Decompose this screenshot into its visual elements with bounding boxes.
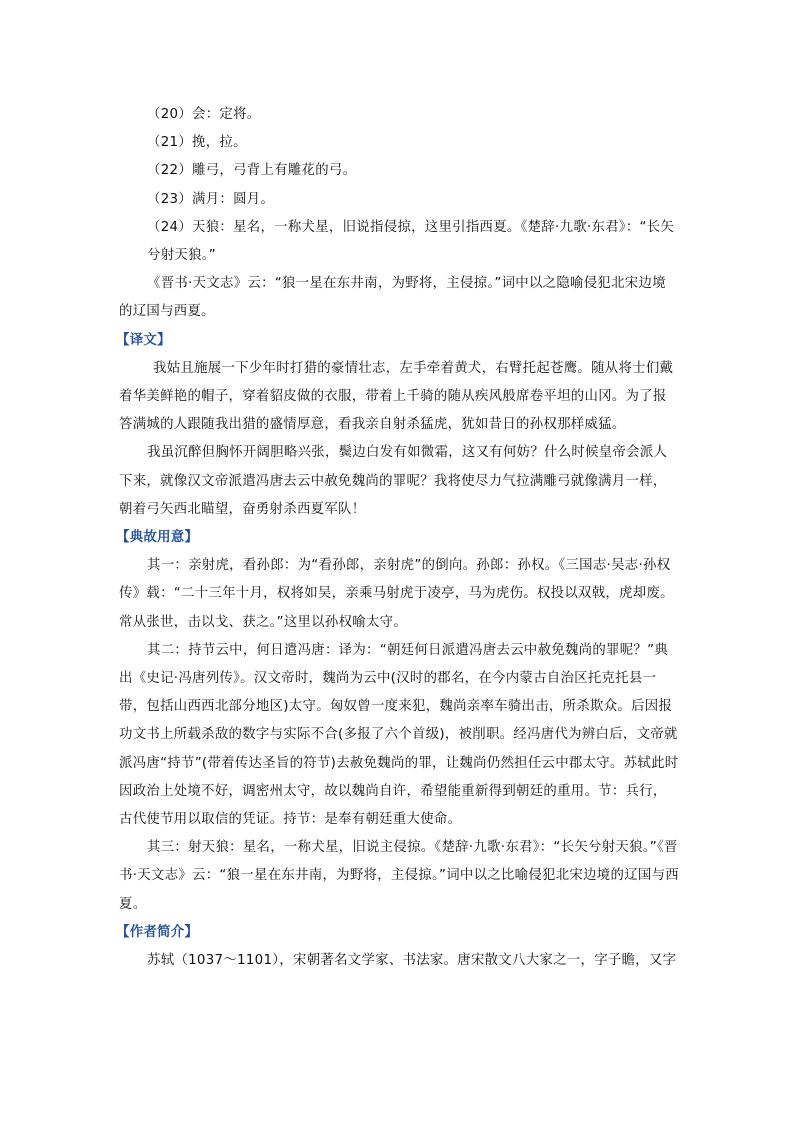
allusion-paragraph: 其二：持节云中，何日遣冯唐：译为：“朝廷何日派遣冯唐去云中赦免魏尚的罪呢？”典出《史记·冯唐列传》。汉文帝时，魏尚为云中(汉时的郡名，在今内蒙古自治区托克托县一带，包括山西西北部分地区)太守。匈奴曾一度来犯，魏尚亲率车骑出击，所杀欺众。后因报功文书上所载杀敌的数字与实际不合(多报了六个首级)，被削职。经冯唐代为辨白后，文帝就派冯唐“持节”(带着传达圣旨的符节)去赦免魏尚的罪，让魏尚仍然担任云中郡太守。苏轼此时因政治上处境不好，调密州太守，故以魏尚自许，希望能重新得到朝廷的重用。节：兵行，古代使节用以取信的凭证。持节：是奉有朝廷重大使命。 xyxy=(119,642,679,828)
note-24: （24）天狼：星名，一称犬星，旧说指侵掠，这里引指西夏。《楚辞·九歌·东君》：“长矢兮射天狼。” xyxy=(147,219,675,264)
allusion-heading: 【典故用意】 xyxy=(116,530,199,546)
translation-paragraph: 我姑且施展一下少年时打猎的豪情壮志，左手牵着黄犬，右臂托起苍鹰。随从将士们戴着华美鲜艳的帽子，穿着貂皮做的衣服，带着上千骑的随从疾风般席卷平坦的山冈。为了报答满城的人跟随我出猎的盛情厚意，看我亲自射杀猛虎，犹如昔日的孙权那样威猛。 xyxy=(119,360,674,433)
allusion-paragraph: 其三：射天狼：星名，一称犬星，旧说主侵掠。《楚辞·九歌·东君》：“长矢兮射天狼。”《晋书·天文志》云：“狼一星在东井南，为野将，主侵掠。”词中以之比喻侵犯北宋边境的辽国与西夏。 xyxy=(119,840,679,912)
translation-heading: 【译文】 xyxy=(116,332,171,348)
allusion-paragraph: 其一：亲射虎，看孙郎：为“看孙郎，亲射虎”的倒向。孙郎：孙权。《三国志·吴志·孙权传》载：“二十三年十月，权将如吴，亲乘马射虎于凌亭，马为虎伤。权投以双戟，虎却废。常从张世，击以戈、获之。”这里以孙权喻太守。 xyxy=(119,558,674,630)
note-20: （20）会：定将。 xyxy=(147,107,261,122)
note-22: （22）雕弓，弓背上有雕花的弓。 xyxy=(147,163,357,179)
note-23: （23）满月：圆月。 xyxy=(147,191,275,207)
note-21: （21）挽，拉。 xyxy=(147,135,247,151)
author-heading: 【作者简介】 xyxy=(116,924,199,940)
translation-paragraph: 我虽沉醉但胸怀开阔胆略兴张，鬓边白发有如微霜，这又有何妨？什么时候皇帝会派人下来，就像汉文帝派遣冯唐去云中赦免魏尚的罪呢？我将使尽力气拉满雕弓就像满月一样，朝着弓矢西北瞄望，奋勇射杀西夏军队！ xyxy=(119,445,668,517)
author-paragraph: 苏轼（1037～1101），宋朝著名文学家、书法家。唐宋散文八大家之一，字子瞻，又字 xyxy=(147,953,677,969)
page-content xyxy=(116,101,679,975)
note-24-continuation: 《晋书·天文志》云：“狼一星在东井南，为野将，主侵掠。”词中以之隐喻侵犯北宋边境的辽国与西夏。 xyxy=(119,276,666,320)
